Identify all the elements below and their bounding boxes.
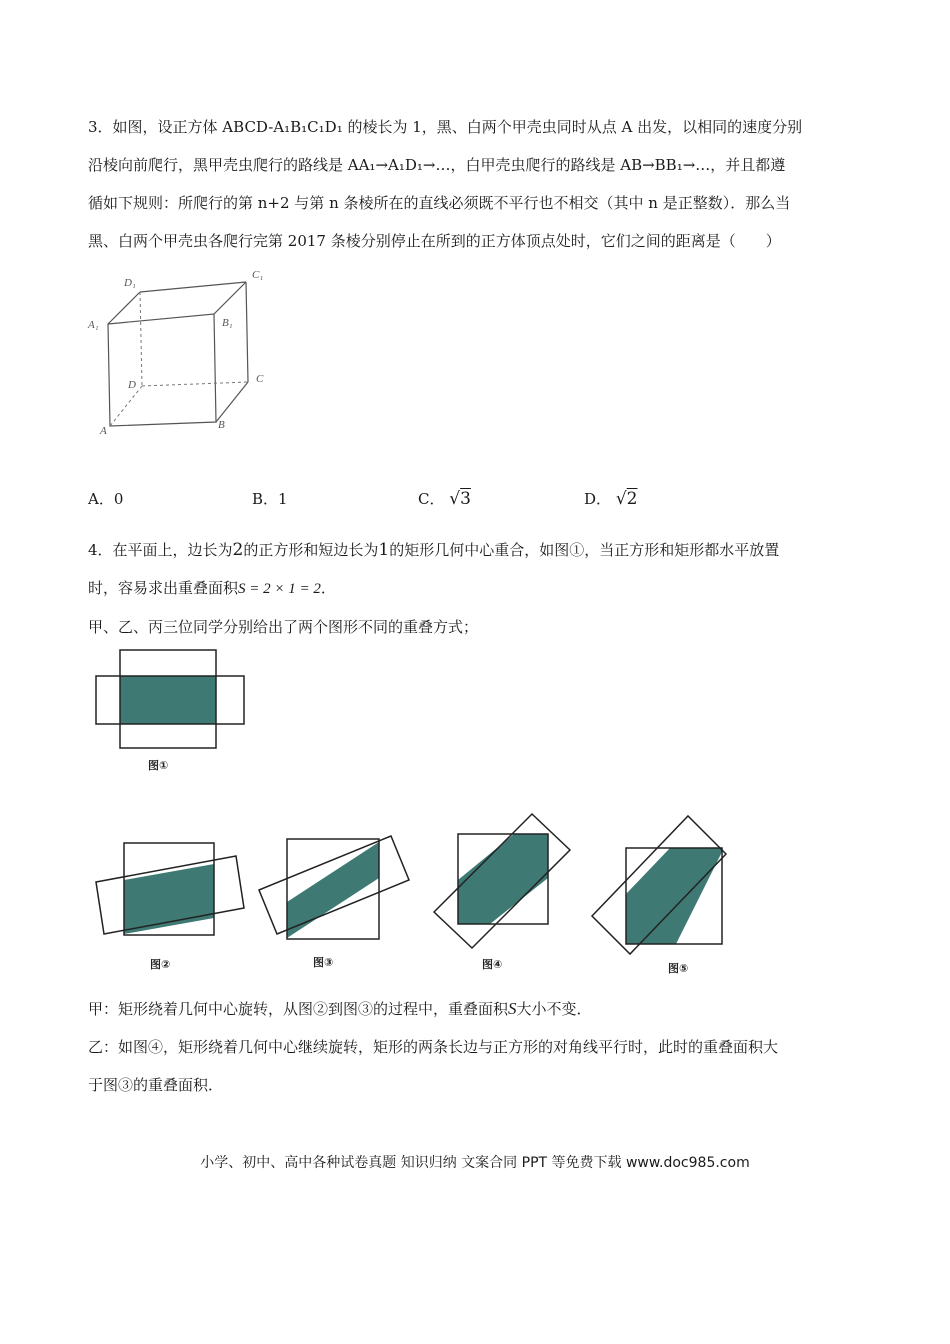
cube-edge-d1c1 bbox=[140, 282, 246, 292]
option-c bbox=[418, 488, 471, 509]
q3-line-2: 沿棱向前爬行，黑甲壳虫爬行的路线是 AA₁→A₁D₁→…，白甲壳虫爬行的路线是 AB→BB₁→…，并且都遵 bbox=[88, 156, 786, 174]
q3-line-4: 黑、白两个甲壳虫各爬行完第 2017 条棱分别停止在所到的正方体顶点处时，它们之间的距离是（ ） bbox=[88, 232, 781, 250]
cube-figure bbox=[80, 262, 290, 442]
option-d-radicand: 2 bbox=[626, 489, 638, 509]
page-footer: 小学、初中、高中各种试卷真题 知识归纳 文案合同 PPT 等免费下载 www.doc985.com bbox=[200, 1155, 750, 1171]
statement-jia-var: S bbox=[508, 999, 517, 1018]
statement-jia bbox=[88, 990, 863, 1028]
fig1-overlap-area bbox=[120, 676, 216, 724]
q4-line-3: 甲、乙、丙三位同学分别给出了两个图形不同的重叠方式； bbox=[88, 618, 479, 636]
caption-fig-5: 图⑤ bbox=[668, 962, 689, 975]
fig4-overlap-area bbox=[458, 834, 548, 924]
statement-jia-pre: 甲：矩形绕着几何中心旋转，从图②到图③的过程中，重叠面积 bbox=[88, 1000, 509, 1018]
label-b: B bbox=[218, 419, 225, 431]
label-d: D bbox=[128, 379, 136, 391]
statement-yi-line-1: 乙：如图④，矩形绕着几何中心继续旋转，矩形的两条长边与正方形的对角线平行时，此时的重叠面积大 bbox=[88, 1038, 779, 1056]
q4-line-1-pre: 4．在平面上，边长为 bbox=[88, 541, 233, 559]
option-d-prefix: D． bbox=[584, 490, 612, 508]
option-b: B．1 bbox=[252, 490, 288, 508]
q3-line-1: 3．如图，设正方体 ABCD-A₁B₁C₁D₁ 的棱长为 1，黑、白两个甲壳虫同时从点 A 出发，以相同的速度分别 bbox=[88, 118, 803, 136]
option-d bbox=[584, 488, 637, 509]
figure-3 bbox=[255, 834, 415, 974]
caption-fig-4: 图④ bbox=[482, 958, 503, 971]
question-4-text bbox=[88, 531, 863, 646]
label-a: A bbox=[100, 425, 107, 437]
q3-line-3: 循如下规则：所爬行的第 n+2 与第 n 条棱所在的直线必须既不平行也不相交（其中 n 是正整数）．那么当 bbox=[88, 194, 791, 212]
option-a: A．0 bbox=[88, 490, 124, 508]
label-c1: C₁ bbox=[252, 269, 264, 281]
label-c: C bbox=[256, 373, 264, 385]
option-d-sqrt: √2 bbox=[615, 489, 638, 509]
q4-line-2 bbox=[88, 569, 863, 608]
q4-line-1 bbox=[88, 531, 863, 569]
figure-5 bbox=[588, 812, 738, 977]
q4-side-value: 2 bbox=[232, 540, 244, 560]
q4-formula: S = 2 × 1 = 2 bbox=[238, 581, 321, 597]
option-c-prefix: C． bbox=[418, 490, 445, 508]
option-c-radicand: 3 bbox=[460, 489, 471, 509]
label-a1: A₁ bbox=[88, 319, 99, 331]
fig5-overlap-area bbox=[626, 848, 722, 944]
question-3-text bbox=[88, 108, 863, 260]
statements bbox=[88, 990, 863, 1104]
cube-front-face bbox=[108, 314, 216, 426]
q4-short-side-value: 1 bbox=[378, 540, 390, 560]
q4-line-1-post: 的矩形几何中心重合，如图①，当正方形和矩形都水平放置 bbox=[389, 541, 780, 559]
q4-line-2-pre: 时，容易求出重叠面积 bbox=[88, 579, 239, 597]
figure-4 bbox=[430, 808, 580, 973]
statement-yi-line-2: 于图③的重叠面积． bbox=[88, 1076, 224, 1094]
label-d1: D₁ bbox=[124, 277, 136, 289]
cube-edge-bc bbox=[216, 382, 248, 422]
statement-jia-post: 大小不变． bbox=[516, 1000, 592, 1018]
figure-1 bbox=[90, 646, 260, 776]
cube-hidden-edge-d1d bbox=[140, 292, 142, 386]
cube-edge-c1c bbox=[246, 282, 248, 382]
q4-line-2-post: ． bbox=[320, 579, 336, 597]
option-c-sqrt: √3 bbox=[449, 489, 471, 509]
cube-edge-a1d1 bbox=[108, 292, 140, 324]
caption-fig-3: 图③ bbox=[313, 956, 334, 969]
cube-edge-b1c1 bbox=[214, 282, 246, 314]
cube-hidden-edge-da bbox=[110, 386, 142, 426]
figure-2 bbox=[92, 838, 252, 973]
label-b1: B₁ bbox=[222, 317, 233, 329]
caption-fig-1: 图① bbox=[148, 759, 169, 772]
cube-hidden-edge-dc bbox=[142, 382, 248, 386]
q4-line-1-mid: 的正方形和短边长为 bbox=[243, 541, 379, 559]
caption-fig-2: 图② bbox=[150, 958, 171, 971]
